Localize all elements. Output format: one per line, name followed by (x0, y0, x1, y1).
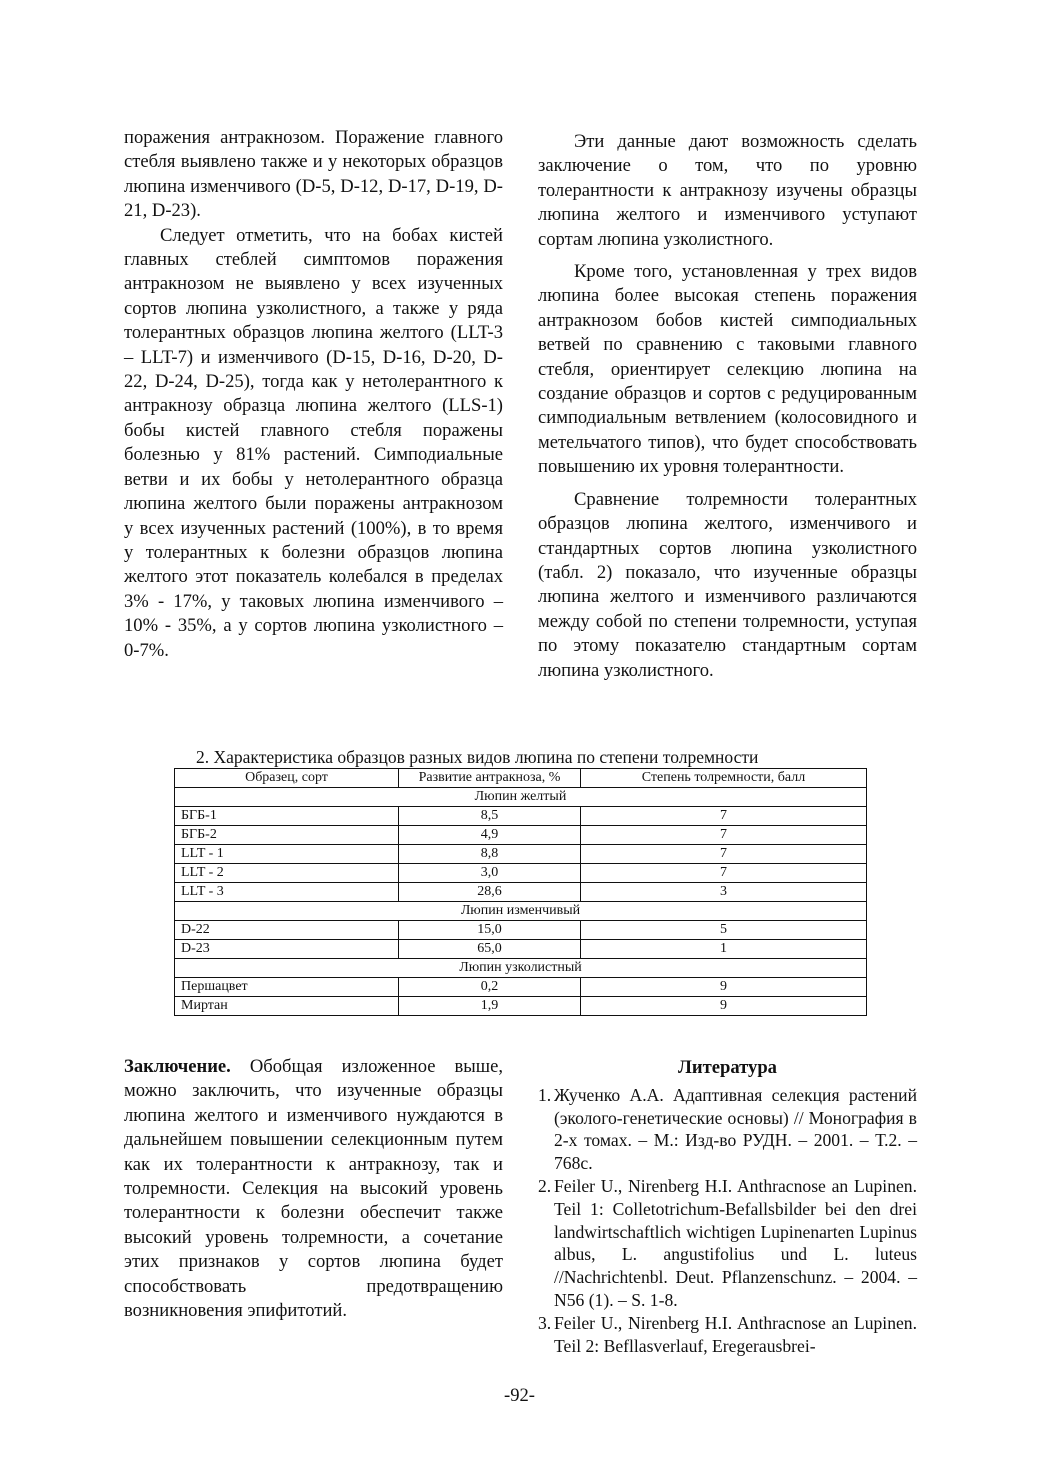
sample-cell: Першацвет (175, 978, 399, 997)
conclusion-label: Заключение. (124, 1056, 231, 1077)
references-title: Литература (678, 1057, 777, 1078)
paragraph: Кроме того, установленная у трех видов люпина более высокая степень поражения антракнозом бобов кистей симподиальных ветвей по сравнению с таковыми главного стебля, ориентирует селекцию люпина на создание образцов и сортов с редуцированным симподиальным ветвлением (колосовидного и метельчатого типов), что будет способствовать повышению их уровня толерантности. (538, 261, 917, 478)
sample-cell: D-23 (175, 940, 399, 959)
table-row (175, 807, 867, 826)
column-header: Образец, сорт (175, 769, 399, 788)
sample-cell: LLT - 2 (175, 864, 399, 883)
tolerance-cell: 5 (581, 921, 867, 940)
anthracnose-cell: 3,0 (399, 864, 581, 883)
sample-cell: БГБ-2 (175, 826, 399, 845)
anthracnose-cell: 1,9 (399, 997, 581, 1016)
group-label: Люпин узколистный (175, 959, 867, 978)
table-header-row (175, 769, 867, 788)
paragraph: поражения антракнозом. Поражение главного стебля выявлено также и у некоторых образцов люпина изменчивого (D-5, D-12, D-17, D-19, D-21, D-23). (124, 127, 503, 222)
table-caption: 2. Характеристика образцов разных видов люпина по степени толремности (196, 747, 759, 767)
table-row (175, 864, 867, 883)
column-header: Степень толремности, балл (581, 769, 867, 788)
reference-text: Feiler U., Nirenberg H.I. Anthracnose an Lupinen. Teil 1: Colletotrichum-Befallsbilder bei den drei landwirtschaftlich wichtigen Lupinenarten Lupinus albus, L. angustifolius und L. luteus //Nachrichtenbl. Deut. Pflanzenschunz. – 2004. – N56 (1). – S. 1-8. (554, 1175, 917, 1310)
reference-item (538, 1312, 917, 1358)
group-label: Люпин изменчивый (175, 902, 867, 921)
conclusion-text: Обобщая изложенное выше, можно заключить, что изученные образцы люпина желтого и изменчивого нуждаются в дальнейшем повышении селекционным путем как их толерантности к антракнозу, так и толремности. Селекция на высокий уровень толерантности к болезни обеспечит также высокий уровень толремности, а сочетание этих признаков у сортов люпина будет способствовать предотвращению возникновения эпифитотий. (124, 1056, 503, 1322)
column-header: Развитие антракноза, % (399, 769, 581, 788)
tolerance-cell: 7 (581, 864, 867, 883)
anthracnose-cell: 0,2 (399, 978, 581, 997)
paragraph: Следует отметить, что на бобах кистей главных стеблей симптомов поражения антракнозом не выявлено у всех изученных сортов люпина узколистного, а также у ряда толерантных образцов люпина желтого (LLT-3 – LLT-7) и изменчивого (D-15, D-16, D-20, D-22, D-24, D-25), тогда как у нетолерантного к антракнозу образца люпина желтого (LLS-1) бобы кистей главного стебля поражены болезнью у 81% растений. Симподиальные ветви и их бобы у нетолерантного образца люпина желтого были поражены антракнозом у всех изученных растений (100%), в то время у толерантных к болезни образцов люпина желтого этот показатель колебался в пределах 3% - 17%, у таковых люпина изменчивого – 10% - 35%, а у сортов люпина узколистного – 0-7%. (124, 224, 503, 661)
anthracnose-cell: 15,0 (399, 921, 581, 940)
sample-cell: LLT - 3 (175, 883, 399, 902)
tolerance-cell: 9 (581, 997, 867, 1016)
anthracnose-cell: 4,9 (399, 826, 581, 845)
reference-number: 2. (538, 1175, 552, 1196)
tolerance-cell: 7 (581, 845, 867, 864)
reference-item (538, 1175, 917, 1312)
reference-text: Feiler U., Nirenberg H.I. Anthracnose an Lupinen. Teil 2: Befllasverlauf, Eregerausbrei- (554, 1312, 917, 1356)
references (538, 1057, 917, 1357)
table-row (175, 978, 867, 997)
table-row (175, 921, 867, 940)
table-group-row (175, 959, 867, 978)
page-number: -92- (504, 1385, 535, 1406)
table-body (175, 788, 867, 1016)
reference-item (538, 1084, 917, 1175)
reference-number: 1. (538, 1084, 552, 1105)
right-column (538, 130, 917, 683)
paragraph: Сравнение толремности толерантных образцов люпина желтого, изменчивого и стандартных сортов люпина узколистного (табл. 2) показало, что изученные образцы люпина желтого и изменчивого различаются между собой по степени толремности, уступая по этому показателю стандартным сортам люпина узколистного. (538, 488, 917, 681)
left-column (124, 126, 503, 663)
sample-cell: БГБ-1 (175, 807, 399, 826)
reference-text: Жученко А.А. Адаптивная селекция растений (эколого-генетические основы) // Монография в 2-х томах. – М.: Изд-во РУДН. – 2001. – Т.2. – 768с. (554, 1084, 917, 1174)
tolerance-cell: 3 (581, 883, 867, 902)
paragraph: Эти данные дают возможность сделать заключение о том, что по уровню толерантности к антракнозу изучены образцы люпина желтого и изменчивого уступают сортам люпина узколистного. (538, 131, 917, 250)
table-row (175, 883, 867, 902)
table-group-row (175, 788, 867, 807)
references-list (538, 1084, 917, 1358)
sample-cell: Миртан (175, 997, 399, 1016)
conclusion (124, 1055, 503, 1323)
sample-cell: LLT - 1 (175, 845, 399, 864)
tolerance-cell: 9 (581, 978, 867, 997)
anthracnose-cell: 65,0 (399, 940, 581, 959)
reference-number: 3. (538, 1312, 552, 1333)
group-label: Люпин желтый (175, 788, 867, 807)
anthracnose-cell: 8,8 (399, 845, 581, 864)
data-table (174, 768, 867, 1016)
table-row (175, 845, 867, 864)
table-group-row (175, 902, 867, 921)
table-row (175, 940, 867, 959)
anthracnose-cell: 28,6 (399, 883, 581, 902)
sample-cell: D-22 (175, 921, 399, 940)
table-row (175, 997, 867, 1016)
tolerance-cell: 7 (581, 826, 867, 845)
tolerance-cell: 7 (581, 807, 867, 826)
tolerance-cell: 1 (581, 940, 867, 959)
anthracnose-cell: 8,5 (399, 807, 581, 826)
table-row (175, 826, 867, 845)
